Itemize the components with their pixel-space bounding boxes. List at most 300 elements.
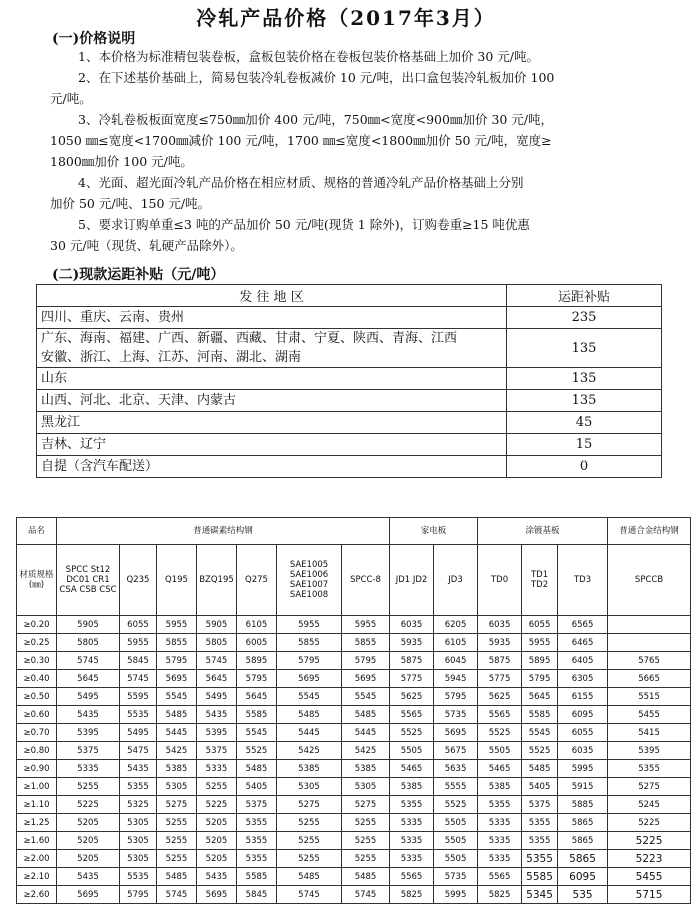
note-3-cont2: 1800㎜加价 100 元/吨。 [50, 154, 193, 169]
price-cell: 5505 [434, 850, 478, 868]
price-cell: 5545 [237, 724, 277, 742]
price-cell: 5795 [237, 670, 277, 688]
price-cell: 5695 [157, 670, 197, 688]
price-cell [608, 616, 691, 634]
table-row [17, 868, 691, 886]
spec-cell: ≥1.60 [17, 832, 57, 850]
price-cell: 5305 [277, 778, 342, 796]
price-cell: 5535 [120, 868, 157, 886]
price-cell: 6005 [237, 634, 277, 652]
price-cell: 6055 [522, 616, 558, 634]
table-row [17, 814, 691, 832]
page-title: 冷轧产品价格（2017年3月） [196, 6, 496, 30]
product-header: 品名 [17, 518, 57, 545]
price-cell: 5585 [522, 868, 558, 886]
price-cell: 5905 [197, 616, 237, 634]
subsidy-cell: 45 [507, 412, 662, 434]
spec-cell: ≥0.80 [17, 742, 57, 760]
price-cell: 5935 [390, 634, 434, 652]
price-cell: 5955 [522, 634, 558, 652]
price-cell: 5335 [478, 814, 522, 832]
price-cell: 5585 [237, 706, 277, 724]
price-cell: 6095 [558, 868, 608, 886]
price-cell: 5205 [57, 814, 120, 832]
price-cell: 5205 [197, 850, 237, 868]
region-text-line2: 安徽、浙江、上海、江苏、河南、湖北、湖南 [41, 350, 302, 365]
price-cell: 5435 [57, 868, 120, 886]
price-cell: 5335 [390, 814, 434, 832]
subsidy-cell: 15 [507, 434, 662, 456]
spec-cell: ≥0.90 [17, 760, 57, 778]
price-cell: 5325 [120, 796, 157, 814]
spec-cell: ≥0.25 [17, 634, 57, 652]
price-cell: 5245 [608, 796, 691, 814]
price-cell: 5275 [342, 796, 390, 814]
spec-cell: ≥1.10 [17, 796, 57, 814]
price-cell: 5565 [390, 868, 434, 886]
price-cell: 5695 [277, 670, 342, 688]
price-cell: 5485 [342, 868, 390, 886]
note-3-cont: 1050 ㎜≤宽度<1700㎜减价 100 元/吨，1700 ㎜≤宽度<1800㎜加价 50 元/吨，宽度≥ [50, 133, 552, 148]
price-cell: 5525 [478, 724, 522, 742]
price-cell: 5935 [478, 634, 522, 652]
price-cell: 5795 [342, 652, 390, 670]
price-cell: 5745 [342, 886, 390, 904]
price-cell: 5735 [434, 706, 478, 724]
price-cell: 5255 [157, 814, 197, 832]
column-header-subsidy: 运距补贴 [507, 285, 662, 307]
price-cell: 5955 [342, 616, 390, 634]
table-row [37, 390, 662, 412]
price-cell: 5955 [157, 616, 197, 634]
subsidy-cell: 135 [507, 390, 662, 412]
grade-header-cell: SPCCB [608, 545, 691, 616]
price-cell: 5595 [120, 688, 157, 706]
price-cell: 5795 [120, 886, 157, 904]
price-cell: 6155 [558, 688, 608, 706]
grade-header-cell: SPCC-8 [342, 545, 390, 616]
price-cell: 5435 [57, 706, 120, 724]
table-row [17, 688, 691, 706]
price-cell: 5565 [478, 868, 522, 886]
price-cell: 5515 [608, 688, 691, 706]
price-cell: 5385 [157, 760, 197, 778]
spec-cell: ≥0.60 [17, 706, 57, 724]
price-cell: 5415 [608, 724, 691, 742]
price-cell: 5385 [478, 778, 522, 796]
price-cell: 5255 [277, 850, 342, 868]
price-cell: 6045 [434, 652, 478, 670]
price-table [16, 517, 691, 904]
price-cell: 5465 [478, 760, 522, 778]
price-cell: 5545 [157, 688, 197, 706]
region-cell [37, 412, 507, 434]
price-cell: 6035 [558, 742, 608, 760]
price-cell: 5405 [237, 778, 277, 796]
price-cell: 5255 [277, 814, 342, 832]
price-cell: 5565 [478, 706, 522, 724]
price-cell: 5895 [237, 652, 277, 670]
spec-cell: ≥0.30 [17, 652, 57, 670]
price-cell: 535 [558, 886, 608, 904]
price-cell: 5885 [558, 796, 608, 814]
price-cell: 6035 [478, 616, 522, 634]
price-cell: 5225 [608, 814, 691, 832]
price-cell: 5355 [608, 760, 691, 778]
price-cell: 5255 [157, 832, 197, 850]
price-cell: 5775 [478, 670, 522, 688]
price-cell: 5545 [522, 724, 558, 742]
price-cell: 5385 [342, 760, 390, 778]
price-cell: 5695 [434, 724, 478, 742]
table-row [17, 652, 691, 670]
price-cell: 5645 [57, 670, 120, 688]
price-cell: 5525 [390, 724, 434, 742]
group-carbon-steel: 普通碳素结构钢 [57, 518, 390, 545]
region-cell [37, 329, 507, 368]
price-cell: 5505 [434, 814, 478, 832]
price-cell: 5465 [390, 760, 434, 778]
table-row [17, 796, 691, 814]
price-cell: 5865 [558, 814, 608, 832]
price-cell: 5495 [197, 688, 237, 706]
price-cell: 5535 [120, 706, 157, 724]
price-cell: 5375 [522, 796, 558, 814]
price-cell: 5855 [342, 634, 390, 652]
price-cell: 5745 [57, 652, 120, 670]
region-text: 山西、河北、北京、天津、内蒙古 [41, 393, 237, 408]
price-cell: 5275 [157, 796, 197, 814]
table-row [17, 742, 691, 760]
price-cell: 5795 [522, 670, 558, 688]
price-cell: 5525 [434, 796, 478, 814]
price-cell: 5275 [277, 796, 342, 814]
price-cell: 5375 [237, 796, 277, 814]
price-cell: 5255 [57, 778, 120, 796]
price-cell [608, 634, 691, 652]
price-cell: 5355 [478, 796, 522, 814]
spec-cell: ≥0.40 [17, 670, 57, 688]
table-row [17, 850, 691, 868]
spec-cell: ≥2.10 [17, 868, 57, 886]
price-cell: 5435 [197, 868, 237, 886]
price-notes [50, 46, 650, 256]
table-row [37, 434, 662, 456]
table-header-row [37, 285, 662, 307]
price-cell: 5205 [57, 850, 120, 868]
region-cell [37, 390, 507, 412]
price-cell: 5485 [522, 760, 558, 778]
region-text: 黑龙江 [41, 415, 81, 430]
price-cell: 5585 [237, 868, 277, 886]
price-cell: 5625 [478, 688, 522, 706]
price-cell: 5825 [478, 886, 522, 904]
price-cell: 5875 [390, 652, 434, 670]
table-row [17, 616, 691, 634]
price-cell: 5475 [120, 742, 157, 760]
price-cell: 5505 [390, 742, 434, 760]
table-row [37, 307, 662, 329]
price-cell: 5565 [390, 706, 434, 724]
price-cell: 5305 [120, 850, 157, 868]
table-row [37, 329, 662, 368]
price-cell: 5205 [197, 814, 237, 832]
grade-header-cell: Q235 [120, 545, 157, 616]
price-cell: 5425 [157, 742, 197, 760]
group-header-row [17, 518, 691, 545]
column-header-region: 发 往 地 区 [37, 285, 507, 307]
price-cell: 5455 [608, 868, 691, 886]
price-cell: 5445 [157, 724, 197, 742]
table-row [37, 412, 662, 434]
price-cell: 5735 [434, 868, 478, 886]
price-cell: 5455 [608, 706, 691, 724]
group-appliance-plate: 家电板 [390, 518, 478, 545]
price-cell: 5545 [277, 688, 342, 706]
price-cell: 5695 [342, 670, 390, 688]
price-cell: 5225 [608, 832, 691, 850]
price-cell: 5435 [197, 706, 237, 724]
price-cell: 5335 [57, 760, 120, 778]
price-cell: 5485 [342, 706, 390, 724]
price-cell: 5865 [558, 850, 608, 868]
price-cell: 5375 [57, 742, 120, 760]
subsidy-cell: 135 [507, 329, 662, 368]
price-cell: 5745 [120, 670, 157, 688]
price-cell: 5525 [522, 742, 558, 760]
price-cell: 5395 [608, 742, 691, 760]
price-cell: 5335 [390, 850, 434, 868]
table-row [17, 634, 691, 652]
grade-header-cell: TD1 TD2 [522, 545, 558, 616]
price-cell: 5795 [157, 652, 197, 670]
price-cell: 5805 [57, 634, 120, 652]
price-cell: 5805 [197, 634, 237, 652]
price-cell: 5375 [197, 742, 237, 760]
price-cell: 5395 [57, 724, 120, 742]
price-cell: 5645 [197, 670, 237, 688]
price-cell: 5385 [390, 778, 434, 796]
region-cell [37, 368, 507, 390]
price-cell: 5875 [478, 652, 522, 670]
table-row [17, 724, 691, 742]
price-cell: 5495 [57, 688, 120, 706]
price-cell: 5255 [342, 814, 390, 832]
section-heading-freight-subsidy: (二)现款运距补贴（元/吨） [52, 267, 225, 283]
price-cell: 6565 [558, 616, 608, 634]
price-cell: 5275 [608, 778, 691, 796]
price-cell: 5915 [558, 778, 608, 796]
price-cell: 5355 [522, 850, 558, 868]
subsidy-cell: 0 [507, 456, 662, 478]
price-cell: 5635 [434, 760, 478, 778]
price-cell: 5305 [120, 832, 157, 850]
price-cell: 5505 [434, 832, 478, 850]
region-text: 山东 [41, 371, 68, 386]
price-cell: 6465 [558, 634, 608, 652]
price-cell: 5485 [277, 706, 342, 724]
spec-cell: ≥1.00 [17, 778, 57, 796]
price-cell: 5665 [608, 670, 691, 688]
price-cell: 5485 [157, 706, 197, 724]
price-cell: 5675 [434, 742, 478, 760]
price-cell: 5795 [277, 652, 342, 670]
price-cell: 5255 [342, 832, 390, 850]
table-row [17, 670, 691, 688]
price-cell: 5845 [120, 652, 157, 670]
table-row [17, 760, 691, 778]
spec-cell: ≥0.50 [17, 688, 57, 706]
price-cell: 5745 [277, 886, 342, 904]
note-2: 2、在下述基价基础上，简易包装冷轧卷板减价 10 元/吨，出口盒包装冷轧板加价 100 [78, 70, 555, 85]
price-cell: 5205 [57, 832, 120, 850]
price-cell: 5445 [342, 724, 390, 742]
price-cell: 5525 [237, 742, 277, 760]
table-row [37, 456, 662, 478]
region-text: 广东、海南、福建、广西、新疆、西藏、甘肃、宁夏、陕西、青海、江西 [41, 331, 458, 346]
grade-header-cell: Q275 [237, 545, 277, 616]
price-cell: 5355 [120, 778, 157, 796]
price-cell: 5305 [157, 778, 197, 796]
price-cell: 6105 [434, 634, 478, 652]
price-cell: 5425 [342, 742, 390, 760]
material-spec-header: 材质规格(㎜) [17, 545, 57, 616]
price-cell: 6035 [390, 616, 434, 634]
note-3: 3、冷轧卷板板面宽度≤750㎜加价 400 元/吨，750㎜<宽度<900㎜加价 30 元/吨， [78, 112, 554, 127]
region-cell [37, 307, 507, 329]
price-cell: 5745 [157, 886, 197, 904]
price-cell: 5485 [277, 868, 342, 886]
grade-header-cell: BZQ195 [197, 545, 237, 616]
price-cell: 5355 [237, 850, 277, 868]
price-cell: 5485 [157, 868, 197, 886]
region-text: 四川、重庆、云南、贵州 [41, 310, 185, 325]
price-cell: 5995 [434, 886, 478, 904]
note-4-cont: 加价 50 元/吨、150 元/吨。 [50, 196, 211, 211]
price-cell: 5335 [197, 760, 237, 778]
price-cell: 5645 [522, 688, 558, 706]
price-cell: 5645 [237, 688, 277, 706]
price-cell: 6205 [434, 616, 478, 634]
price-cell: 5225 [197, 796, 237, 814]
price-cell: 5775 [390, 670, 434, 688]
price-cell: 5305 [120, 814, 157, 832]
price-cell: 5485 [237, 760, 277, 778]
price-cell: 5225 [57, 796, 120, 814]
price-cell: 5335 [390, 832, 434, 850]
price-cell: 6105 [237, 616, 277, 634]
price-cell: 5555 [434, 778, 478, 796]
note-4: 4、光面、超光面冷轧产品价格在相应材质、规格的普通冷轧产品价格基础上分别 [78, 175, 524, 190]
spec-cell: ≥0.70 [17, 724, 57, 742]
price-cell: 5765 [608, 652, 691, 670]
region-cell [37, 456, 507, 478]
price-cell: 5865 [558, 832, 608, 850]
subsidy-cell: 235 [507, 307, 662, 329]
grade-header-row [17, 545, 691, 616]
grade-header-cell: TD3 [558, 545, 608, 616]
price-cell: 5205 [197, 832, 237, 850]
grade-header-cell: JD3 [434, 545, 478, 616]
price-cell: 5385 [277, 760, 342, 778]
note-5: 5、要求订购单重≤3 吨的产品加价 50 元/吨(现货 1 除外)，订购卷重≥15 吨优惠 [78, 217, 530, 232]
price-cell: 6305 [558, 670, 608, 688]
price-cell: 5855 [157, 634, 197, 652]
price-cell: 5825 [390, 886, 434, 904]
price-cell: 5255 [342, 850, 390, 868]
price-cell: 5405 [522, 778, 558, 796]
grade-header-cell: TD0 [478, 545, 522, 616]
price-cell: 5255 [197, 778, 237, 796]
price-cell: 5955 [120, 634, 157, 652]
grade-header-cell: SPCC St12 DC01 CR1 CSA CSB CSC [57, 545, 120, 616]
price-cell: 5335 [478, 850, 522, 868]
price-cell: 5335 [478, 832, 522, 850]
price-cell: 5845 [237, 886, 277, 904]
table-row [37, 368, 662, 390]
price-cell: 5695 [197, 886, 237, 904]
price-cell: 5355 [237, 832, 277, 850]
price-cell: 5855 [277, 634, 342, 652]
price-cell: 5355 [390, 796, 434, 814]
price-cell: 5425 [277, 742, 342, 760]
price-cell: 5955 [277, 616, 342, 634]
price-cell: 5695 [57, 886, 120, 904]
price-cell: 5945 [434, 670, 478, 688]
table-row [17, 886, 691, 904]
price-cell: 5715 [608, 886, 691, 904]
spec-cell: ≥2.60 [17, 886, 57, 904]
price-cell: 5355 [522, 814, 558, 832]
subsidy-cell: 135 [507, 368, 662, 390]
section-heading-price-notes: (一)价格说明 [52, 31, 136, 47]
price-cell: 5495 [120, 724, 157, 742]
price-cell: 5305 [342, 778, 390, 796]
spec-cell: ≥2.00 [17, 850, 57, 868]
spec-cell: ≥1.25 [17, 814, 57, 832]
note-5-cont: 30 元/吨（现货、轧硬产品除外）。 [50, 238, 243, 253]
price-cell: 5545 [342, 688, 390, 706]
region-text: 自提（含汽车配送） [41, 459, 159, 474]
price-cell: 5395 [197, 724, 237, 742]
price-cell: 6055 [120, 616, 157, 634]
group-alloy-steel: 普通合金结构钢 [608, 518, 691, 545]
price-cell: 5435 [120, 760, 157, 778]
grade-header-cell: SAE1005 SAE1006 SAE1007 SAE1008 [277, 545, 342, 616]
price-cell: 5995 [558, 760, 608, 778]
spec-cell: ≥0.20 [17, 616, 57, 634]
price-cell: 5255 [157, 850, 197, 868]
grade-header-cell: JD1 JD2 [390, 545, 434, 616]
region-cell [37, 434, 507, 456]
price-cell: 5255 [277, 832, 342, 850]
price-cell: 6095 [558, 706, 608, 724]
price-cell: 5345 [522, 886, 558, 904]
price-cell: 5625 [390, 688, 434, 706]
note-2-cont: 元/吨。 [50, 91, 92, 106]
price-cell: 5223 [608, 850, 691, 868]
group-coating-substrate: 涂镀基板 [478, 518, 608, 545]
price-cell: 6405 [558, 652, 608, 670]
region-text: 吉林、辽宁 [41, 437, 107, 452]
price-cell: 5585 [522, 706, 558, 724]
price-cell: 5355 [237, 814, 277, 832]
price-cell: 6055 [558, 724, 608, 742]
freight-subsidy-table [36, 284, 662, 478]
price-cell: 5445 [277, 724, 342, 742]
table-row [17, 706, 691, 724]
price-cell: 5745 [197, 652, 237, 670]
